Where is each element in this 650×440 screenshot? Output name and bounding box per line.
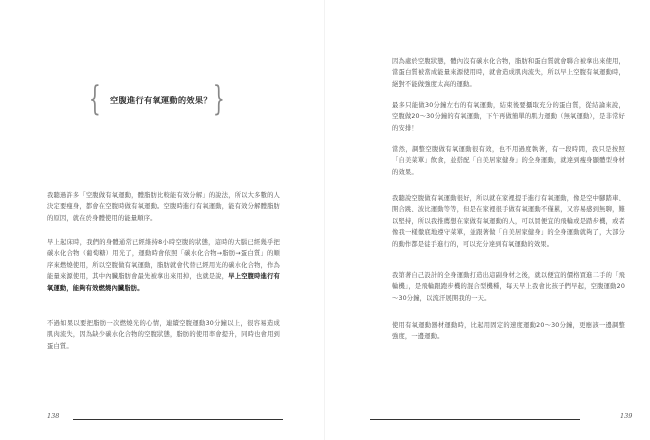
paragraph-text: 早上起床時，我們的身體通常已經維持8小時空腹的狀態，這時的大腦已經幾乎把碳水化合物（葡萄糖）用光了，運動時會依照「碳水化合物→脂肪→蛋白質」的順序來燃燒使用，所以空腹做有氧運動，脂肪就會代替已經用光的碳水化合物，作為能量來源使用，其中內臟脂肪會最先被拿出來用掉，也就是說， [47, 239, 280, 281]
section-heading: 空腹進行有氧運動的效果？ [110, 95, 212, 105]
page-number: 138 [47, 412, 60, 420]
paragraph [392, 270, 625, 304]
section-heading-box [88, 79, 226, 119]
footer-rule [73, 419, 283, 420]
page-number: 139 [620, 412, 633, 420]
paragraph-text: 我第著自己設計的全身運動打造出這副身材之後，就以便宜的價格買進二手的「飛輪機」，是飛輪跟跑步機的混合型機種，每天早上我會比孩子們早起，空腹運動20～30分鐘，以流汗展開我的一天。 [392, 272, 625, 302]
right-brace-icon: } [213, 79, 226, 119]
paragraph [392, 100, 625, 134]
paragraph-text: 我聽過許多「空腹做有氧運動，體脂肪比較能有效分解」的說法，所以大多數的人決定要瘦身，都會在空腹時做有氧運動。空腹時進行有氧運動，能有效分解體脂肪的原因，就在於身體使用的能量順序。 [47, 192, 280, 222]
left-brace-icon: { [88, 79, 101, 119]
paragraph [392, 193, 625, 250]
paragraph-text: 因為處於空腹狀態，體內沒有碳水化合物，脂肪和蛋白質就會聯合被拿出來使用，當蛋白質被當成能量來源使用時，就會造成肌肉流失，所以早上空腹有氧運動時，絕對不能做強度太高的運動。 [392, 58, 625, 88]
emphasis-text: 早上空腹時進行有氧運動，能夠有效燃燒內臟脂肪。 [47, 273, 281, 292]
paragraph-text: 當然，調整空腹做有氧運動很有效，也不用過度執著，有一段時間，我只是按照「自美菜單」飲食，並搭配「自美居家健身」的全身運動，就達到瘦身顯體型身材的效果。 [392, 146, 625, 176]
paragraph [392, 320, 625, 343]
footer-rule [370, 419, 580, 420]
paragraph-text: 使用有氧運動器材運動時，比起用固定的速度運動20～30分鐘，更應該一邊調整強度，一邊運動。 [392, 322, 625, 341]
paragraph [47, 318, 280, 352]
paragraph [392, 144, 625, 178]
paragraph-text: 最多只能做30分鐘左右的有氧運動，結束後要攝取充分的蛋白質，從結論來說，空腹做20～30分鐘的有氧運動，下午再做簡單的肌力運動（無氧運動），是非常好的安排！ [392, 102, 625, 132]
paragraph-text: 我聽說空腹做有氧運動很好，所以就在家裡提手進行有氧運動，像是空中腳踏車、開合跳、波比運動等等，但是在家裡很手做有氧運動不僅累，又容易感到無聊，難以堅持，所以我推薦想在家做有氧運動的人，可以買便宜的飛輪或是踏步機，或者像我一樣徹底地遵守菜單，並跟著做「自美居家健身」的全身運動就夠了，大部分的動作都是徒手進行的，可以充分達到有氧運動的效果。 [392, 195, 625, 248]
paragraph [392, 56, 625, 90]
paragraph [47, 190, 280, 224]
right-page [325, 0, 650, 440]
paragraph-text: 不過如果以要把脂肪一次燃燒光的心情，連續空腹運動30分鐘以上，很容易造成肌肉流失，因為缺少碳水化合物的空腹狀態，脂肪的使用率會提升，同時也會用到蛋白質。 [47, 320, 280, 350]
paragraph [47, 237, 280, 294]
